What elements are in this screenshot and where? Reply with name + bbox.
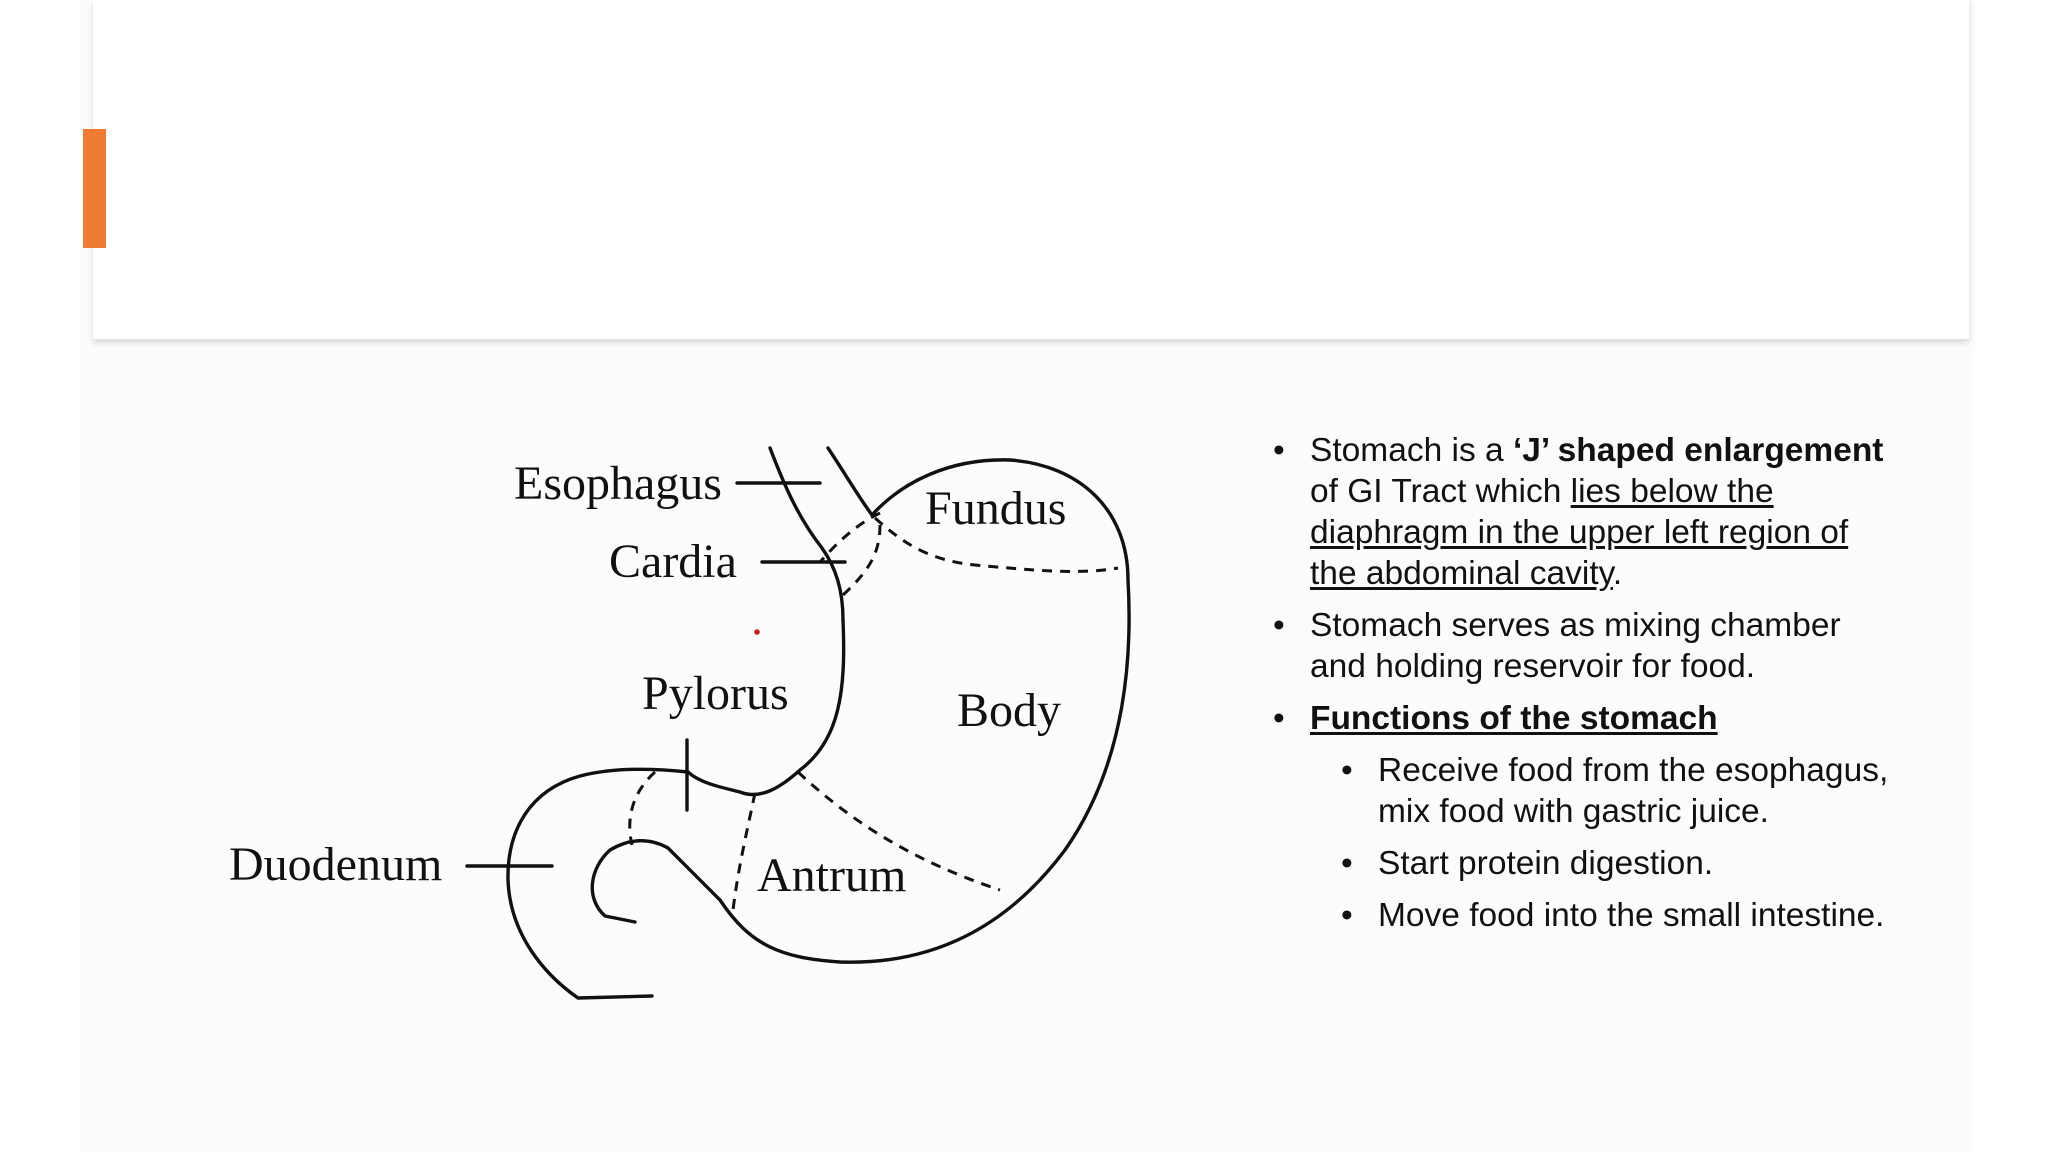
sub-bullet-item xyxy=(1338,750,1890,832)
bullet-text: . xyxy=(1612,555,1623,592)
sub-bullet-item xyxy=(1338,895,1890,936)
duodenum-outer-curve xyxy=(508,769,688,998)
sub-bullet-text: Move food into the small intestine. xyxy=(1378,897,1885,934)
bullet-bold-text: ‘J’ shaped enlargement xyxy=(1512,432,1884,469)
sub-bullet-item xyxy=(1338,843,1890,884)
stomach-diagram-svg xyxy=(200,420,1200,1020)
bullet-item xyxy=(1270,430,1890,594)
sub-bullet-text: Start protein digestion. xyxy=(1378,845,1714,882)
label-duodenum: Duodenum xyxy=(229,838,443,891)
label-fundus: Fundus xyxy=(925,482,1067,535)
pylorus-boundary xyxy=(733,793,755,910)
duodenum-boundary xyxy=(630,772,655,845)
sub-bullet-list xyxy=(1338,750,1890,936)
bullet-underlined-text: lies below the diaphragm in the upper left region of the abdominal cavity xyxy=(1310,473,1849,592)
bullet-list xyxy=(1270,430,1890,947)
red-dot-marker xyxy=(754,629,760,635)
label-pylorus: Pylorus xyxy=(642,667,789,720)
title-area xyxy=(93,0,1969,340)
label-cardia: Cardia xyxy=(609,535,737,588)
bullet-text: Stomach is a xyxy=(1310,432,1513,469)
label-body: Body xyxy=(957,684,1062,737)
label-antrum: Antrum xyxy=(757,849,907,902)
accent-bar xyxy=(83,129,106,248)
esophagus-right-wall xyxy=(828,448,872,515)
bullet-item xyxy=(1270,605,1890,687)
bullet-item xyxy=(1270,698,1890,936)
esophagus-left-wall xyxy=(770,448,843,620)
label-esophagus: Esophagus xyxy=(514,457,722,510)
cardia-boundary-upper xyxy=(820,513,880,562)
functions-heading: Functions of the stomach xyxy=(1310,700,1718,737)
bullet-text: of GI Tract which xyxy=(1310,473,1571,510)
bullet-text: Stomach serves as mixing chamber and holding reservoir for food. xyxy=(1310,607,1841,685)
sub-bullet-text: Receive food from the esophagus, mix food with gastric juice. xyxy=(1378,752,1889,830)
stomach-diagram xyxy=(200,420,1200,1020)
